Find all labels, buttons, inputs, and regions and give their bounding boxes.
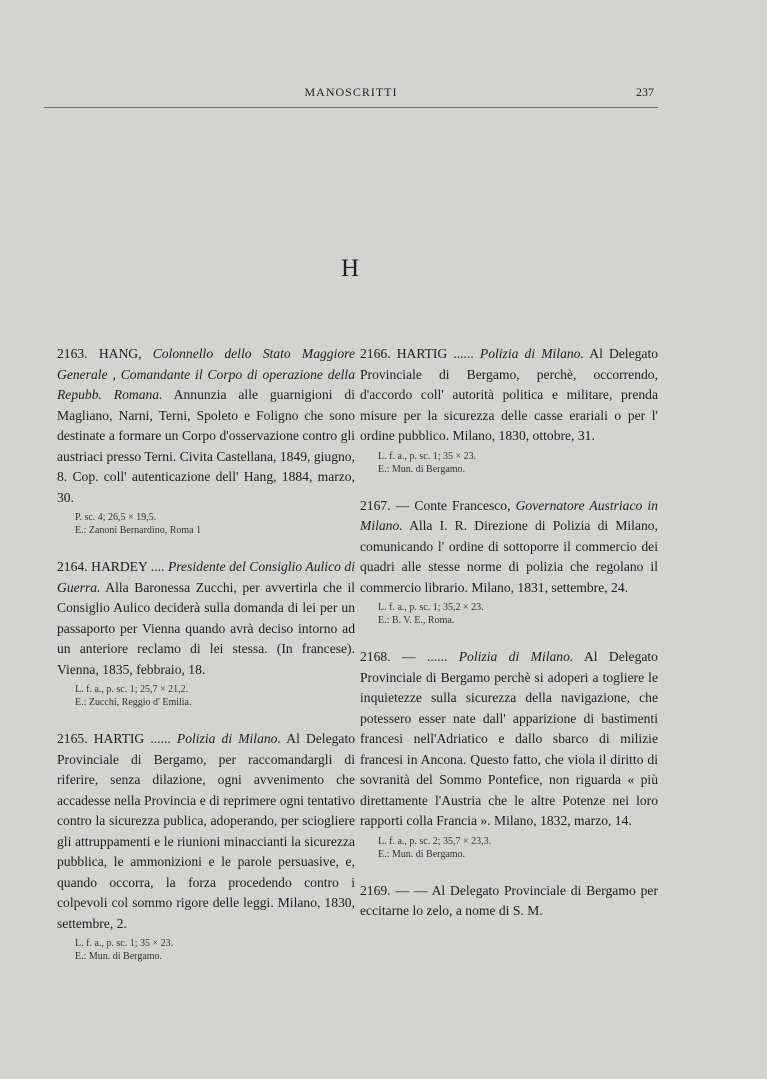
- catalog-entry: [57, 344, 355, 537]
- catalog-entry: [57, 729, 355, 963]
- entry-body: 2163. HANG, Colonnello dello Stato Maggiore Generale , Comandante il Corpo di operazione della Repubb. Romana. Annunzia alle guarnigioni di Magliano, Narni, Terni, Spoleto e Foligno che sono destinate a formare un Corpo d'osservazione contro gli austriaci presso Terni. Civita Castellana, 1849, giugno, 8. Cop. coll' autenticazione dell' Hang, 1884, marzo, 30.: [57, 346, 356, 505]
- entry-format: L. f. a., p. sc. 2; 35,7 × 23,3.: [378, 835, 492, 847]
- entry-format: L. f. a., p. sc. 1; 35,2 × 23.: [378, 602, 484, 613]
- entry-body: 2165. HARTIG ...... Polizia di Milano. Al Delegato Provinciale di Bergamo, per raccomandargli di riferire, senza dilazione, ogni avvenimento che accadesse nella Provincia e di reprimere ogni tentativo contro la sicurezza publica, adoperando, per sciogliere gli attruppamenti e le riunioni minaccianti la sicurezza pubblica, le ammonizioni e le parole persuasive, e, quando occorra, la forza procedendo contro i colpevoli col sommo rigore delle leggi. Milano, 1830, settembre, 2.: [57, 731, 356, 931]
- entry-meta: [75, 937, 355, 963]
- entry-meta: [75, 683, 355, 709]
- entry-body: 2166. HARTIG ...... Polizia di Milano. Al Delegato Provinciale di Bergamo, perchè, occorrendo, d'accordo coll' autorità politica e militare, prenda misure per la sicurezza delle casse erariali o per l' ordine pubblico. Milano, 1830, ottobre, 31.: [360, 346, 659, 443]
- entry-body: 2164. HARDEY .... Presidente del Consiglio Aulico di Guerra. Alla Baronessa Zucchi, per avvertirla che il Consiglio Aulico deciderà sulla domanda di lei per un passaporto per Vienna quando avrà deciso intorno ad un anteriore reclamo di lei stessa. (In francese). Vienna, 1835, febbraio, 18.: [57, 559, 356, 677]
- entry-source: E.: Mun. di Bergamo.: [75, 951, 163, 962]
- catalog-entry: [360, 496, 658, 628]
- entry-source: E.: Zucchi, Reggio d' Emilia.: [75, 697, 192, 708]
- right-column: [360, 344, 658, 942]
- section-letter: H: [340, 255, 360, 282]
- entry-meta: [75, 511, 355, 537]
- catalog-entry: [360, 647, 658, 861]
- page-header: [44, 85, 658, 108]
- entry-source: E.: Mun. di Bergamo.: [378, 848, 466, 860]
- catalog-entry: [360, 881, 658, 922]
- entry-body: 2168. — ...... Polizia di Milano. Al Delegato Provinciale di Bergamo perchè si adoperi a togliere le inquietezze sulla sicurezza della navigazione, che potessero esser nate dall' apparizione di bastimenti francesi nell'Adriatico e dallo sbarco di milizie francesi in Ancona. Questo fatto, che viola il diritto di sovranità del Sommo Pontefice, non riguarda « più direttamente l'Austria che le altre Potenze nei loro rapporti colla Francia ». Milano, 1832, marzo, 14.: [360, 649, 658, 828]
- entry-source: E.: B. V. E., Roma.: [378, 615, 455, 626]
- entry-format: P. sc. 4; 26,5 × 19,5.: [75, 512, 157, 523]
- entry-body: 2167. — Conte Francesco, Governatore Austriaco in Milano. Alla I. R. Direzione di Polizia di Milano, comunicando l' ordine di sottoporre il commercio dei quadri alle stesse norme di polizia che regolano il commercio librario. Milano, 1831, settembre, 24.: [360, 497, 658, 595]
- catalog-entry: [360, 344, 658, 476]
- catalog-entry: [57, 557, 355, 709]
- entry-meta: [378, 450, 658, 476]
- left-column: [57, 344, 355, 983]
- entry-body: 2169. — — Al Delegato Provinciale di Bergamo per eccitarne lo zelo, a nome di S. M.: [360, 882, 658, 918]
- entry-meta: [378, 601, 658, 627]
- entry-format: L. f. a., p. sc. 1; 35 × 23.: [378, 450, 477, 462]
- entry-format: L. f. a., p. sc. 1; 25,7 × 21,2.: [75, 684, 189, 695]
- entry-source: E.: Mun. di Bergamo.: [378, 463, 466, 475]
- page-number: 237: [636, 85, 654, 99]
- entry-meta: [378, 835, 658, 861]
- running-head: MANOSCRITTI: [304, 85, 398, 99]
- entry-format: L. f. a., p. sc. 1; 35 × 23.: [75, 938, 174, 949]
- entry-source: E.: Zanoni Bernardino, Roma 1: [75, 525, 202, 536]
